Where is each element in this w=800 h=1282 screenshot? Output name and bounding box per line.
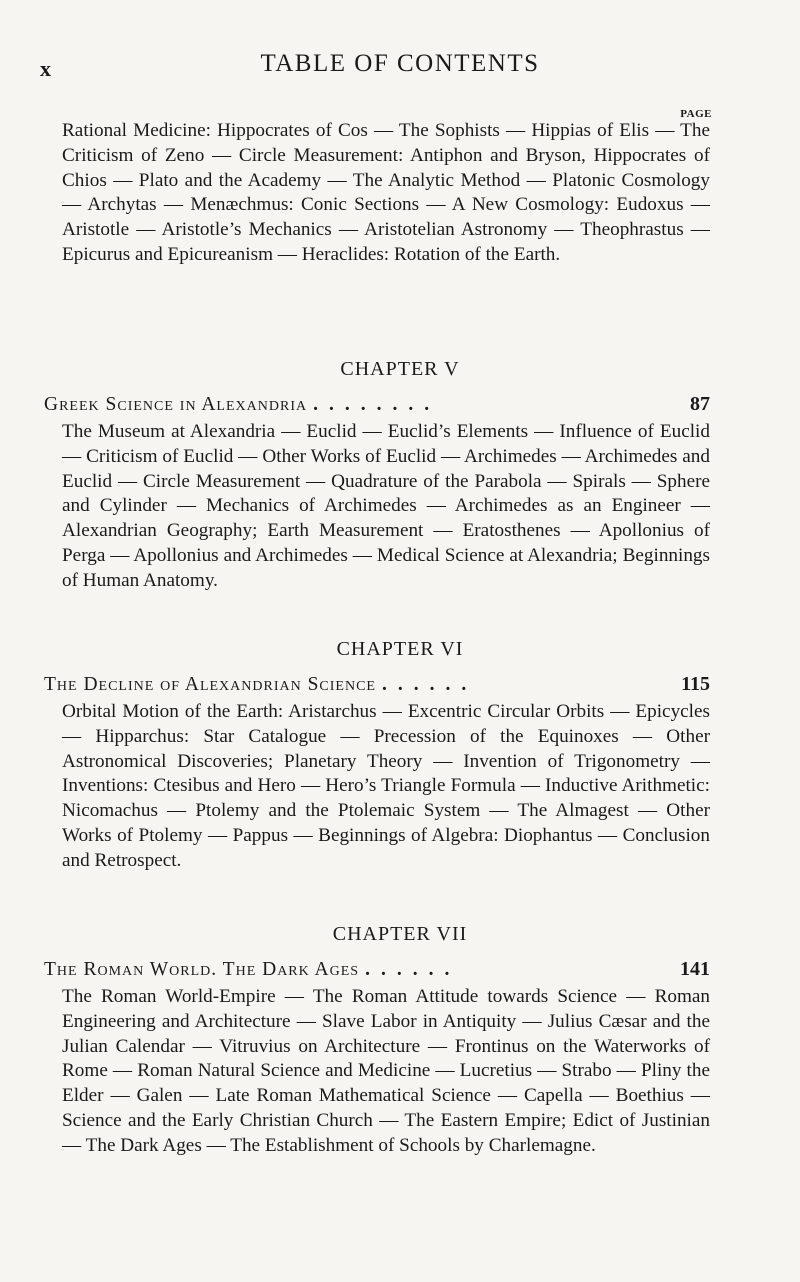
chapter-7-summary: The Roman World-Empire — The Roman Attitude towards Science — Roman Engineering and Architecture — Slave Labor in Antiquity — Julius Cæsar and the Julian Calendar — Vitruvius on Architecture — Frontinus on the Waterworks of Rome — Roman Natural Science and Medicine — Lucretius — Strabo — Pliny the Elder — Galen — Late Roman Mathematical Science — Capella — Boethius — Science and the Early Christian Church — The Eastern Empire; Edict of Justinian — The Dark Ages — The Establishment of Schools by Charlemagne. xyxy=(62,986,710,1156)
chapter-6-leader-dots: ...... xyxy=(382,674,478,695)
chapter-5-page-number: 87 xyxy=(690,393,710,415)
page-header xyxy=(40,50,760,90)
intro-summary: Rational Medicine: Hippocrates of Cos — The Sophists — Hippias of Elis — The Criticism of Zeno — Circle Measurement: Antiphon and Bryson, Hippocrates of Chios — Plato and the Academy — The Analytic Method — Platonic Cosmology — Archytas — Menæchmus: Conic Sections — A New Cosmology: Eudoxus — Aristotle — Aristotle’s Mechanics — Aristotelian Astronomy — Theophrastus — Epicurus and Epicureanism — Heraclides: Rotation of the Earth. xyxy=(62,120,710,265)
chapter-6-entry[interactable] xyxy=(44,673,710,696)
page-column-label: PAGE xyxy=(680,108,712,120)
page-folio: x xyxy=(40,56,52,81)
chapter-7-heading: CHAPTER VII xyxy=(332,923,468,945)
chapter-5-summary: The Museum at Alexandria — Euclid — Euclid’s Elements — Influence of Euclid — Criticism of Euclid — Other Works of Euclid — Archimedes — Archimedes and Euclid — Circle Measurement — Quadrature of the Parabola — Spirals — Sphere and Cylinder — Mechanics of Archimedes — Archimedes as an Engineer — Alexandrian Geography; Earth Measurement — Eratosthenes — Apollonius of Perga — Apollonius and Archimedes — Medical Science at Alexandria; Beginnings of Human Anatomy. xyxy=(62,421,710,591)
chapter-6-heading: CHAPTER VI xyxy=(336,638,464,660)
chapter-7-page-number: 141 xyxy=(680,958,710,980)
chapter-5-entry[interactable] xyxy=(44,393,710,416)
chapter-5-leader-dots: ........ xyxy=(313,394,441,415)
chapter-6-page-number: 115 xyxy=(681,673,710,695)
chapter-5-title: Greek Science in Alexandria xyxy=(44,394,308,415)
chapter-6-title: The Decline of Alexandrian Science xyxy=(44,674,376,695)
chapter-7-entry[interactable] xyxy=(44,958,710,981)
chapter-6-summary: Orbital Motion of the Earth: Aristarchus — Excentric Circular Orbits — Epicycles — Hipparchus: Star Catalogue — Precession of the Equinoxes — Other Astronomical Discoveries; Planetary Theory — Invention of Trigonometry — Inventions: Ctesibus and Hero — Hero’s Triangle Formula — Inductive Arithmetic: Nicomachus — Ptolemy and the Ptolemaic System — The Almagest — Other Works of Ptolemy — Pappus — Beginnings of Algebra: Diophantus — Conclusion and Retrospect. xyxy=(62,701,710,871)
running-head: TABLE OF CONTENTS xyxy=(260,50,540,77)
chapter-7-title: The Roman World. The Dark Ages xyxy=(44,959,360,980)
chapter-5-heading: CHAPTER V xyxy=(340,358,460,380)
chapter-7-leader-dots: ...... xyxy=(365,959,461,980)
